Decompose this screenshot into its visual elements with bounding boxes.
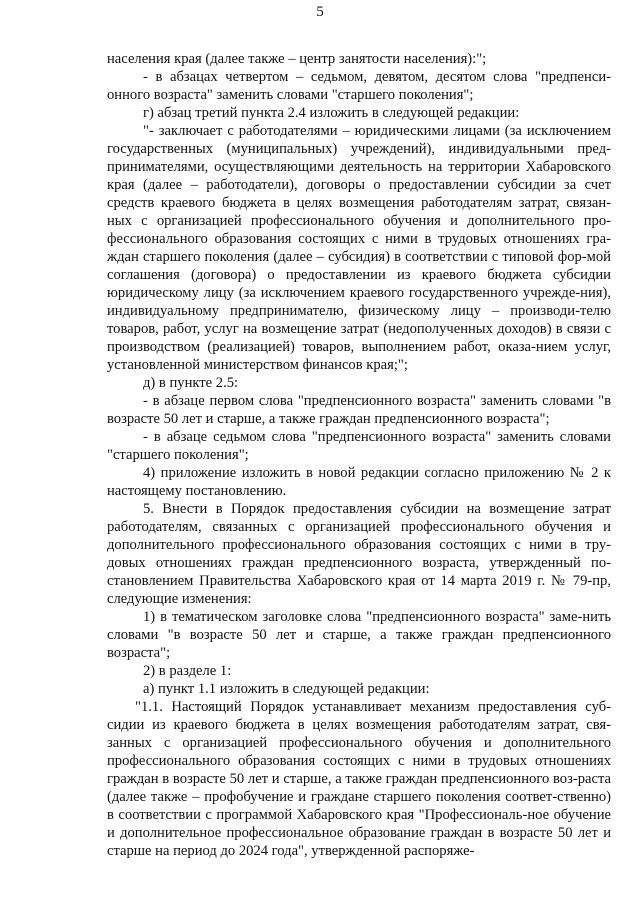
paragraph: г) абзац третий пункта 2.4 изложить в следующей редакции:: [143, 105, 520, 121]
paragraph: 5. Внести в Порядок предоставления субсидии на возмещение затрат работодателям, связанных с организацией профессионального обучения и дополнительного профессионального образования состоящих с ними в тру-довых отношениях граждан предпенсионного возраста, утвержденный по-становлением Правительства Хабаровского края от 14 марта 2019 г. № 79-пр, следующие изменения:: [107, 501, 611, 607]
paragraph: - в абзацах четвертом – седьмом, девятом, десятом слова "предпенси-онного возраста" заменить словами "старшего поколения";: [107, 69, 611, 103]
paragraph: а) пункт 1.1 изложить в следующей редакции:: [143, 681, 430, 697]
paragraph: - в абзаце седьмом слова "предпенсионного возраста" заменить словами "старшего поколения";: [107, 429, 611, 463]
paragraph: "- заключает с работодателями – юридическими лицами (за исключением государственных (муниципальных) учреждений), индивидуальными пред-принимателями, осуществляющими деятельность на территории Хабаровского края (далее – работодатели), договоры о предоставлении субсидии за счет средств краевого бюджета в целях возмещения работодателям затрат, связан-ных с организацией профессионального обучения и дополнительного про-фессионального образования состоящих с ними в трудовых отношениях гра-ждан старшего поколения (далее – субсидия) в соответствии с типовой фор-мой соглашения (договора) о предоставлении из краевого бюджета субсидии юридическому лицу (за исключением краевого государственного учрежде-ния), индивидуальному предпринимателю, физическому лицу – производи-телю товаров, работ, услуг на возмещение затрат (недополученных доходов) в связи с производством (реализацией) товаров, выполнением работ, оказа-нием услуг, установленной министерством финансов края;";: [107, 123, 611, 373]
page-number: 5: [316, 4, 324, 20]
document-body: [107, 50, 611, 860]
paragraph: - в абзаце первом слова "предпенсионного возраста" заменить словами "в возрасте 50 лет и старше, а также граждан предпенсионного возраста";: [107, 393, 611, 427]
paragraph: д) в пункте 2.5:: [143, 375, 239, 391]
paragraph: населения края (далее также – центр занятости населения):";: [107, 51, 487, 67]
paragraph: 1) в тематическом заголовке слова "предпенсионного возраста" заме-нить словами "в возрасте 50 лет и старше, а также граждан предпенсионного возраста";: [107, 609, 611, 661]
paragraph: "1.1. Настоящий Порядок устанавливает механизм предоставления суб-сидии из краевого бюджета в целях возмещения работодателям затрат, свя-занных с организацией профессионального обучения и дополнительного профессионального образования состоящих с ними в трудовых отношениях граждан в возрасте 50 лет и старше, а также граждан предпенсионного воз-раста (далее также – профобучение и граждане старшего поколения соответ-ственно) в соответствии с программой Хабаровского края "Профессиональ-ное обучение и дополнительное профессиональное образование граждан в возрасте 50 лет и старше на период до 2024 года", утвержденной распоряже-: [107, 699, 611, 859]
paragraph: 4) приложение изложить в новой редакции согласно приложению № 2 к настоящему постановлению.: [107, 465, 611, 499]
paragraph: 2) в разделе 1:: [143, 663, 232, 679]
